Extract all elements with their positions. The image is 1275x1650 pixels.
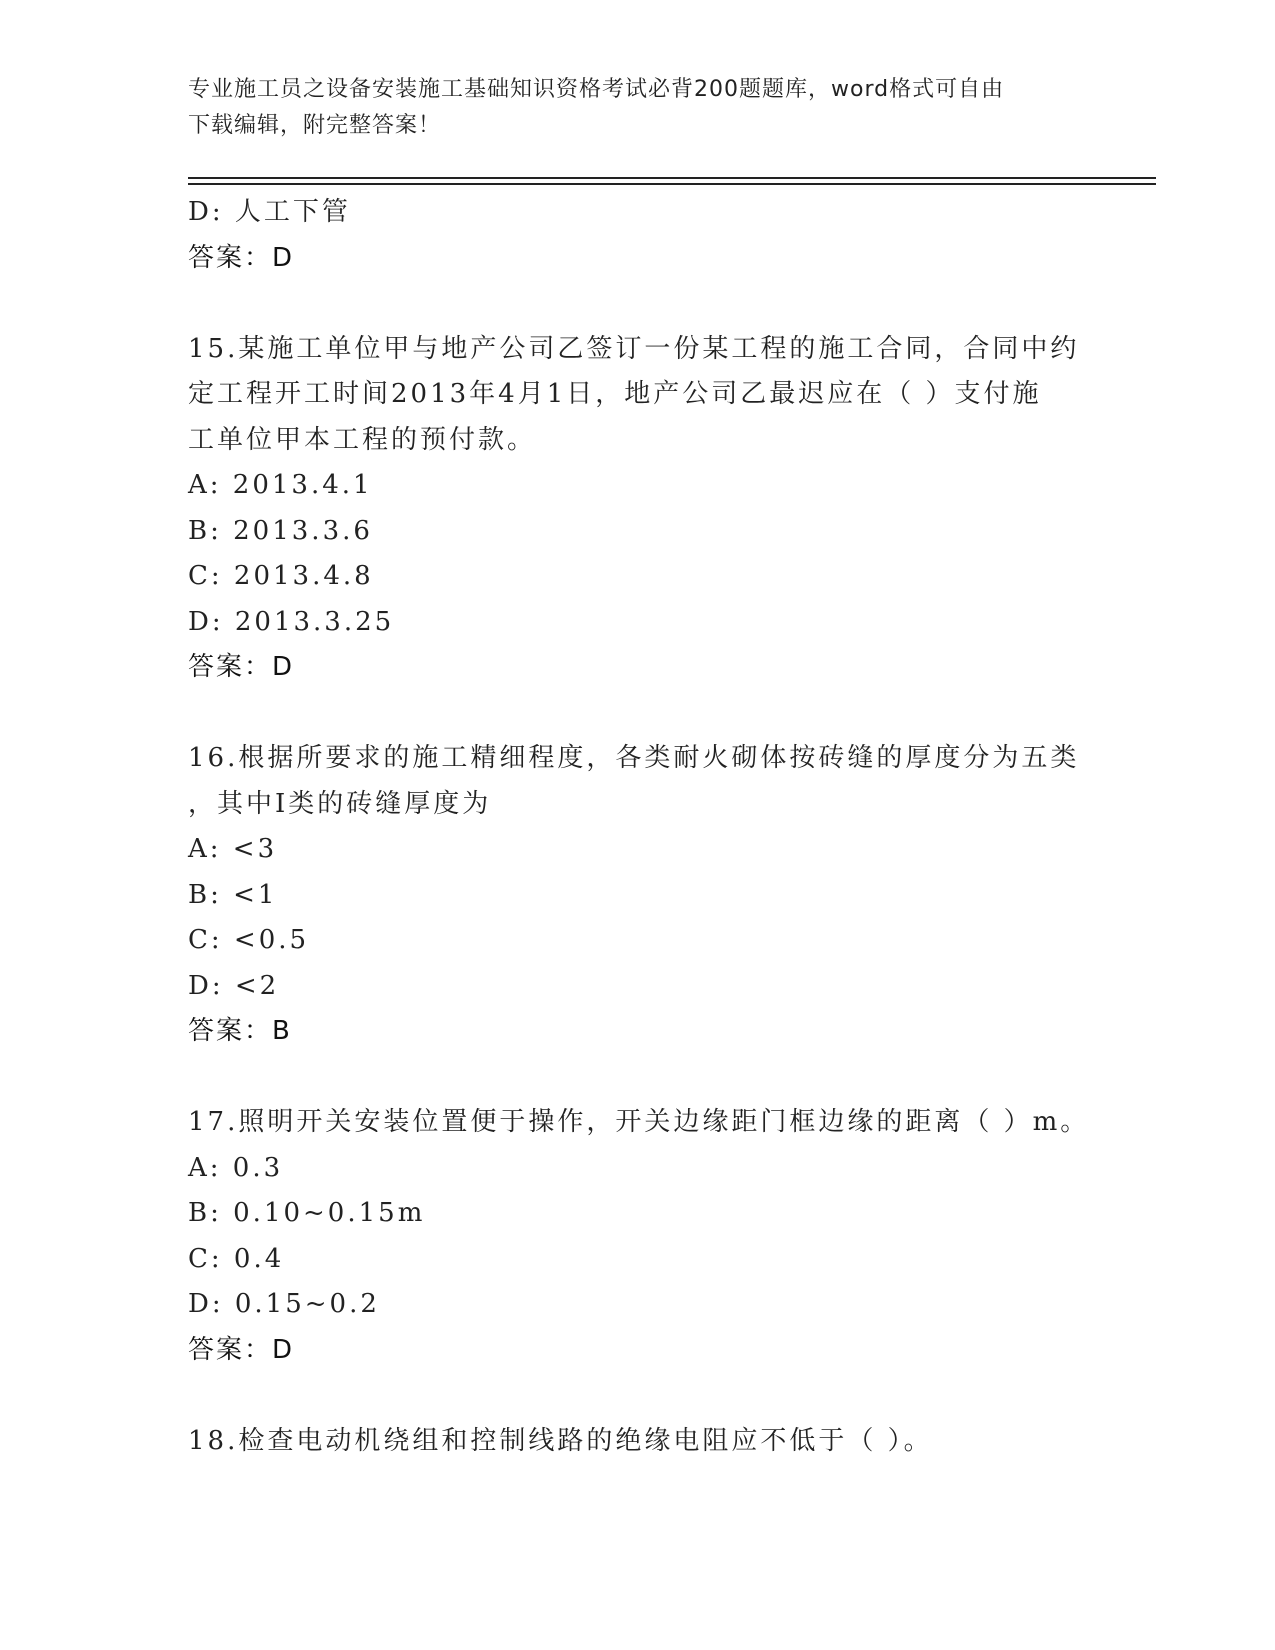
option-c: C: <0.5 (188, 925, 310, 955)
option-a: A: <3 (188, 834, 278, 864)
prev-answer: 答案：D (188, 242, 295, 273)
question-text: 工单位甲本工程的预付款。 (188, 424, 537, 455)
answer: 答案：D (188, 1334, 295, 1365)
option-d: D: 0.15~0.2 (188, 1289, 380, 1319)
header-line-1: 专业施工员之设备安装施工基础知识资格考试必背200题题库，word格式可自由 (188, 77, 1005, 102)
question-text: 18.检查电动机绕组和控制线路的绝缘电阻应不低于（ ）。 (188, 1425, 933, 1456)
spacer (188, 1373, 1088, 1419)
question-18 (188, 1419, 1088, 1465)
spacer (188, 1055, 1088, 1101)
question-text: 16.根据所要求的施工精细程度，各类耐火砌体按砖缝的厚度分为五类 (188, 743, 1080, 773)
header-rule-bottom (188, 183, 1156, 185)
question-content (188, 190, 1088, 1464)
answer: 答案：B (188, 1016, 292, 1046)
question-text: ，其中Ⅰ类的砖缝厚度为 (188, 788, 492, 819)
header-rule-top (188, 177, 1156, 179)
option-b: B: <1 (188, 879, 278, 910)
option-d: D: <2 (188, 970, 280, 1001)
option-d: D: 2013.3.25 (188, 606, 395, 637)
question-17 (188, 1100, 1088, 1373)
question-text: 定工程开工时间2013年4月1日，地产公司乙最迟应在（ ）支付施 (188, 379, 1042, 409)
spacer (188, 691, 1088, 737)
answer: 答案：D (188, 652, 295, 682)
question-16 (188, 736, 1088, 1055)
question-text: 17.照明开关安装位置便于操作，开关边缘距门框边缘的距离（ ）m。 (188, 1107, 1090, 1137)
option-b: B: 0.10~0.15m (188, 1198, 426, 1228)
option-c: C: 2013.4.8 (188, 561, 374, 591)
option-a: A: 2013.4.1 (188, 470, 373, 500)
option-c: C: 0.4 (188, 1243, 285, 1274)
option-b: B: 2013.3.6 (188, 515, 373, 546)
question-text: 15.某施工单位甲与地产公司乙签订一份某工程的施工合同，合同中约 (188, 333, 1080, 364)
question-15 (188, 327, 1088, 691)
prev-option-d: D: 人工下管 (188, 197, 351, 227)
header-line-2: 下载编辑，附完整答案！ (188, 113, 442, 138)
option-a: A: 0.3 (188, 1152, 284, 1183)
spacer (188, 281, 1088, 327)
page-header (188, 72, 1068, 144)
